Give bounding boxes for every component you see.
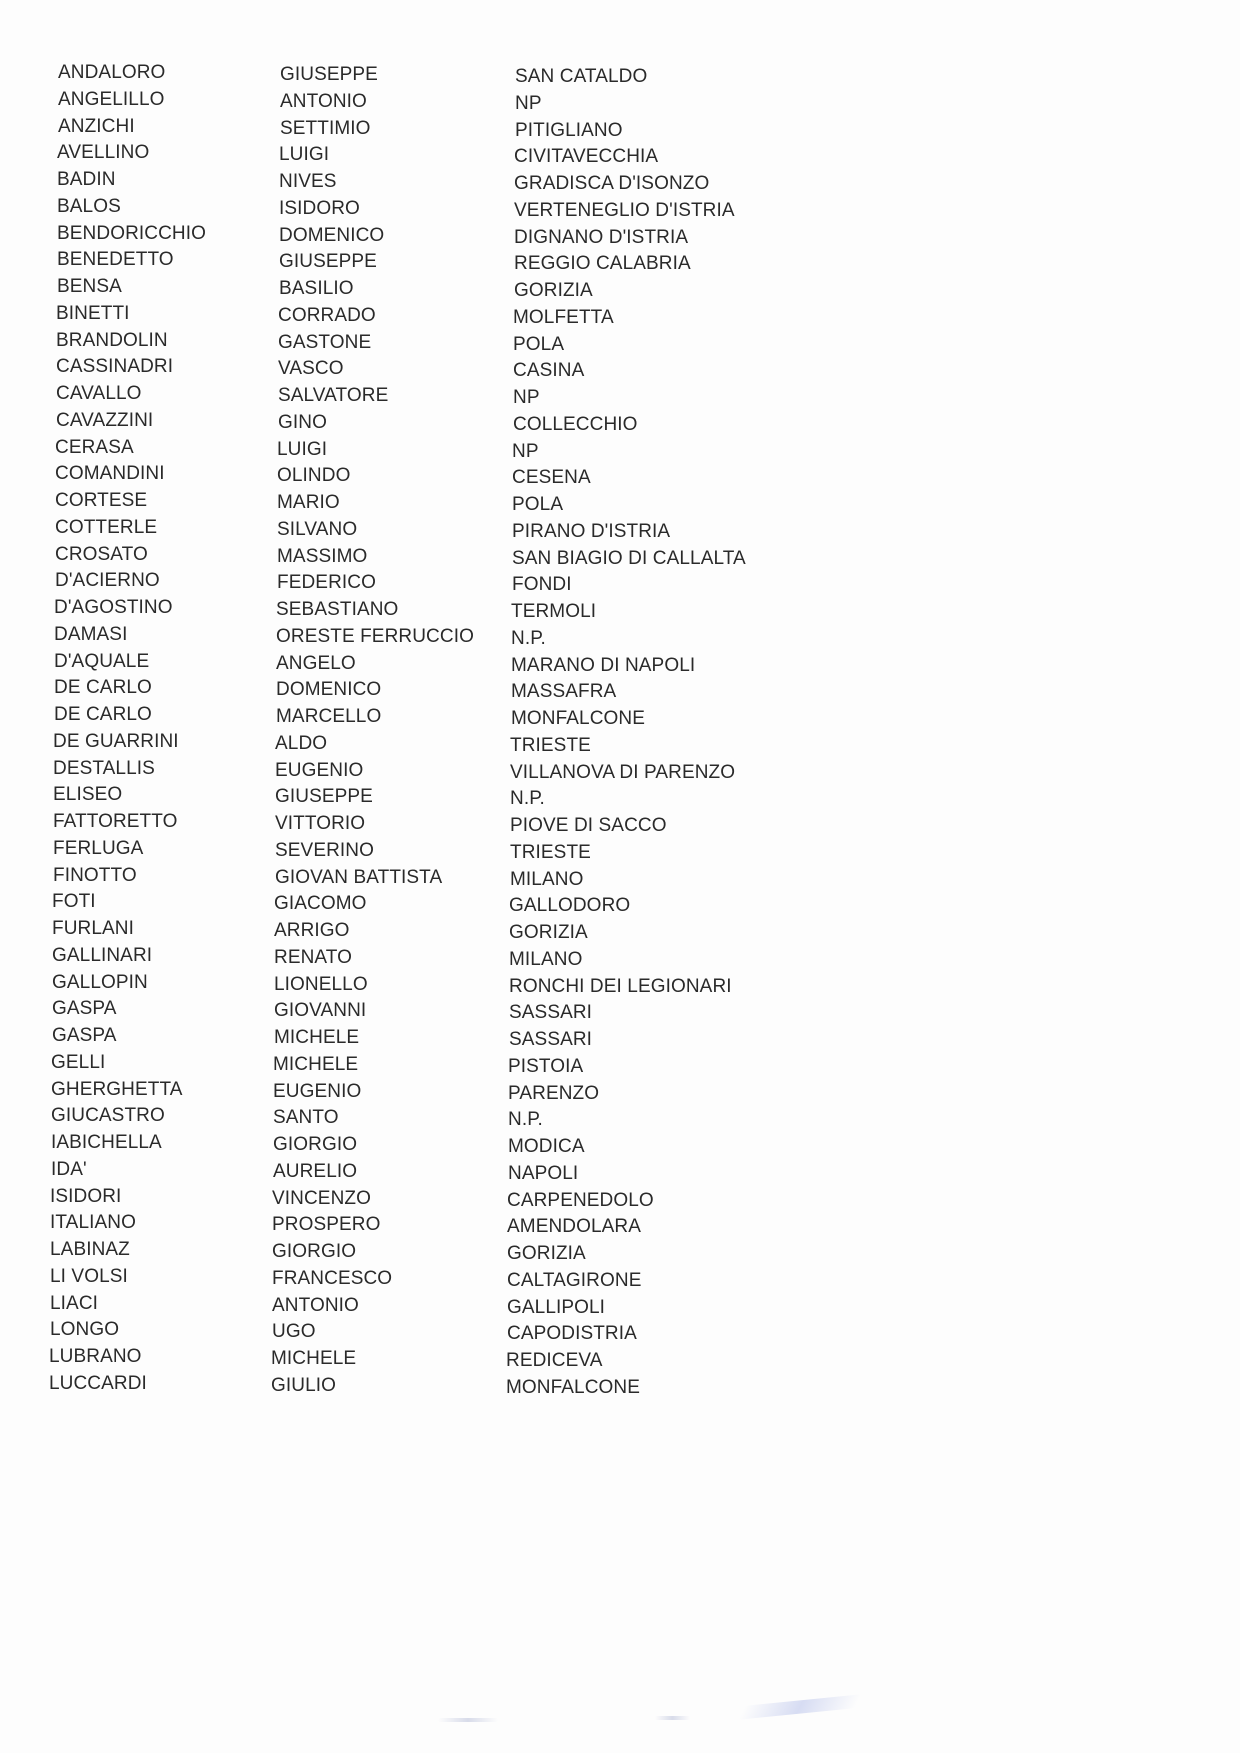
surname-cell: DE CARLO xyxy=(54,704,152,725)
birthplace-cell: CALTAGIRONE xyxy=(507,1270,642,1291)
first-name-cell: ANTONIO xyxy=(272,1295,359,1316)
birthplace-cell: DIGNANO D'ISTRIA xyxy=(514,227,689,248)
first-name-cell: GIUSEPPE xyxy=(279,251,377,272)
list-row xyxy=(56,303,756,333)
list-row xyxy=(50,1212,750,1242)
first-name-cell: GIORGIO xyxy=(273,1134,358,1155)
birthplace-cell: MILANO xyxy=(510,869,584,890)
surname-cell: CERASA xyxy=(55,437,134,458)
birthplace-cell: CARPENEDOLO xyxy=(507,1190,654,1211)
list-row xyxy=(56,356,756,386)
surname-cell: LONGO xyxy=(50,1319,120,1340)
surname-cell: IABICHELLA xyxy=(51,1132,162,1153)
surname-cell: GASPA xyxy=(52,998,117,1019)
surname-cell: BENDORICCHIO xyxy=(57,223,206,244)
surname-cell: GHERGHETTA xyxy=(51,1079,183,1100)
first-name-cell: GINO xyxy=(278,412,327,433)
surname-cell: DAMASI xyxy=(54,624,128,645)
list-row xyxy=(56,383,756,413)
surname-cell: BRANDOLIN xyxy=(56,330,168,351)
surname-cell: BENSA xyxy=(57,276,122,297)
surname-cell: FATTORETTO xyxy=(53,811,178,832)
list-row xyxy=(57,249,757,279)
birthplace-cell: POLA xyxy=(512,494,564,515)
first-name-cell: PROSPERO xyxy=(272,1214,381,1235)
scan-mark xyxy=(739,1694,862,1719)
list-row xyxy=(55,463,755,493)
surname-cell: COTTERLE xyxy=(55,517,158,538)
first-name-cell: EUGENIO xyxy=(273,1081,362,1102)
list-row xyxy=(52,891,752,921)
birthplace-cell: FONDI xyxy=(512,574,572,595)
list-row xyxy=(57,276,757,306)
first-name-cell: LUIGI xyxy=(277,439,328,460)
scan-mark xyxy=(655,1716,690,1720)
first-name-cell: SEVERINO xyxy=(275,840,374,861)
list-row xyxy=(54,704,754,734)
birthplace-cell: MOLFETTA xyxy=(513,307,614,328)
birthplace-cell: TRIESTE xyxy=(510,735,591,756)
birthplace-cell: GORIZIA xyxy=(514,280,593,301)
birthplace-cell: PIOVE DI SACCO xyxy=(510,815,667,836)
first-name-cell: GIORGIO xyxy=(272,1241,357,1262)
first-name-cell: MICHELE xyxy=(273,1054,359,1075)
surname-cell: AVELLINO xyxy=(57,142,150,163)
surname-cell: D'AQUALE xyxy=(54,651,150,672)
first-name-cell: DOMENICO xyxy=(276,679,382,700)
surname-cell: DESTALLIS xyxy=(53,758,155,779)
birthplace-cell: SAN CATALDO xyxy=(515,66,648,87)
surname-cell: LUCCARDI xyxy=(49,1373,147,1394)
birthplace-cell: CIVITAVECCHIA xyxy=(514,146,659,167)
surname-cell: D'AGOSTINO xyxy=(54,597,173,618)
surname-cell: FURLANI xyxy=(52,918,134,939)
birthplace-cell: MILANO xyxy=(509,949,583,970)
first-name-cell: GIACOMO xyxy=(274,893,367,914)
list-row xyxy=(53,811,753,841)
first-name-cell: GIOVANNI xyxy=(274,1000,367,1021)
surname-cell: IDA' xyxy=(51,1159,87,1180)
list-row xyxy=(55,517,755,547)
first-name-cell: MICHELE xyxy=(271,1348,357,1369)
birthplace-cell: POLA xyxy=(513,334,565,355)
first-name-cell: SANTO xyxy=(273,1107,339,1128)
surname-cell: CROSATO xyxy=(55,544,148,565)
first-name-cell: VINCENZO xyxy=(272,1188,371,1209)
birthplace-cell: NP xyxy=(515,93,542,114)
list-row xyxy=(50,1266,750,1296)
first-name-cell: VITTORIO xyxy=(275,813,366,834)
birthplace-cell: NP xyxy=(513,387,540,408)
birthplace-cell: GORIZIA xyxy=(507,1243,586,1264)
surname-cell: ISIDORI xyxy=(50,1186,122,1207)
surname-cell: FINOTTO xyxy=(53,865,137,886)
birthplace-cell: N.P. xyxy=(510,788,545,809)
birthplace-cell: NAPOLI xyxy=(508,1163,579,1184)
list-row xyxy=(52,998,752,1028)
birthplace-cell: GALLIPOLI xyxy=(507,1297,606,1318)
first-name-cell: AURELIO xyxy=(273,1161,358,1182)
list-row xyxy=(55,490,755,520)
surname-cell: CORTESE xyxy=(55,490,148,511)
birthplace-cell: GORIZIA xyxy=(509,922,588,943)
list-row xyxy=(52,945,752,975)
first-name-cell: GIULIO xyxy=(271,1375,337,1396)
list-row xyxy=(56,410,756,440)
first-name-cell: MARIO xyxy=(277,492,340,513)
list-row xyxy=(53,731,753,761)
surname-cell: BENEDETTO xyxy=(57,249,174,270)
birthplace-cell: VERTENEGLIO D'ISTRIA xyxy=(514,200,735,221)
birthplace-cell: CAPODISTRIA xyxy=(507,1323,637,1344)
list-row xyxy=(53,838,753,868)
birthplace-cell: AMENDOLARA xyxy=(507,1216,642,1237)
surname-cell: BALOS xyxy=(57,196,121,217)
surname-cell: LIACI xyxy=(50,1293,99,1314)
list-row xyxy=(50,1319,750,1349)
first-name-cell: FRANCESCO xyxy=(272,1268,393,1289)
list-row xyxy=(49,1373,749,1403)
list-row xyxy=(50,1239,750,1269)
first-name-cell: ALDO xyxy=(275,733,328,754)
list-row xyxy=(51,1159,751,1189)
list-row xyxy=(54,597,754,627)
surname-cell: GASPA xyxy=(52,1025,117,1046)
first-name-cell: UGO xyxy=(272,1321,316,1342)
first-name-cell: ANTONIO xyxy=(280,91,367,112)
surname-cell: GALLINARI xyxy=(52,945,153,966)
birthplace-cell: PITIGLIANO xyxy=(515,120,623,141)
first-name-cell: GIUSEPPE xyxy=(280,64,378,85)
surname-cell: COMANDINI xyxy=(55,463,165,484)
first-name-cell: ISIDORO xyxy=(279,198,360,219)
surname-cell: DE GUARRINI xyxy=(53,731,179,752)
birthplace-cell: CASINA xyxy=(513,360,585,381)
scan-mark xyxy=(438,1718,498,1722)
birthplace-cell: MONFALCONE xyxy=(511,708,646,729)
birthplace-cell: N.P. xyxy=(508,1109,543,1130)
first-name-cell: LIONELLO xyxy=(274,974,368,995)
list-row xyxy=(58,89,758,119)
first-name-cell: MICHELE xyxy=(274,1027,360,1048)
birthplace-cell: RONCHI DEI LEGIONARI xyxy=(509,976,732,997)
surname-cell: GELLI xyxy=(51,1052,106,1073)
first-name-cell: SALVATORE xyxy=(278,385,389,406)
list-row xyxy=(49,1346,749,1376)
birthplace-cell: SASSARI xyxy=(509,1002,593,1023)
surname-cell: CASSINADRI xyxy=(56,356,174,377)
first-name-cell: ANGELO xyxy=(276,653,356,674)
list-row xyxy=(52,1025,752,1055)
list-row xyxy=(54,677,754,707)
list-row xyxy=(53,784,753,814)
birthplace-cell: VILLANOVA DI PARENZO xyxy=(510,762,736,783)
first-name-cell: GIUSEPPE xyxy=(275,786,373,807)
list-row xyxy=(54,624,754,654)
first-name-cell: CORRADO xyxy=(278,305,376,326)
list-row xyxy=(57,142,757,172)
surname-cell: ANZICHI xyxy=(58,116,135,137)
surname-cell: ELISEO xyxy=(53,784,123,805)
birthplace-cell: N.P. xyxy=(511,628,546,649)
list-row xyxy=(57,196,757,226)
birthplace-cell: TRIESTE xyxy=(510,842,591,863)
surname-cell: BINETTI xyxy=(56,303,130,324)
surname-cell: CAVAZZINI xyxy=(56,410,154,431)
birthplace-cell: MODICA xyxy=(508,1136,585,1157)
surname-cell: CAVALLO xyxy=(56,383,142,404)
surname-cell: DE CARLO xyxy=(54,677,152,698)
birthplace-cell: GRADISCA D'ISONZO xyxy=(514,173,710,194)
first-name-cell: ORESTE FERRUCCIO xyxy=(276,626,474,647)
surname-cell: ANGELILLO xyxy=(58,89,165,110)
first-name-cell: MASSIMO xyxy=(277,546,368,567)
first-name-cell: SILVANO xyxy=(277,519,358,540)
first-name-cell: DOMENICO xyxy=(279,225,385,246)
birthplace-cell: MONFALCONE xyxy=(506,1377,641,1398)
surname-cell: GIUCASTRO xyxy=(51,1105,165,1126)
first-name-cell: GASTONE xyxy=(278,332,372,353)
birthplace-cell: PARENZO xyxy=(508,1083,600,1104)
first-name-cell: VASCO xyxy=(278,358,344,379)
first-name-cell: GIOVAN BATTISTA xyxy=(275,867,443,888)
first-name-cell: OLINDO xyxy=(277,465,351,486)
birthplace-cell: PISTOIA xyxy=(508,1056,584,1077)
surname-cell: FOTI xyxy=(52,891,96,912)
first-name-cell: LUIGI xyxy=(279,144,330,165)
birthplace-cell: GALLODORO xyxy=(509,895,631,916)
list-row xyxy=(51,1105,751,1135)
birthplace-cell: COLLECCHIO xyxy=(513,414,638,435)
first-name-cell: SETTIMIO xyxy=(280,118,371,139)
first-name-cell: RENATO xyxy=(274,947,353,968)
surname-cell: GALLOPIN xyxy=(52,972,148,993)
list-row xyxy=(51,1052,751,1082)
first-name-cell: MARCELLO xyxy=(276,706,382,727)
surname-cell: LUBRANO xyxy=(49,1346,142,1367)
first-name-cell: NIVES xyxy=(279,171,337,192)
first-name-cell: FEDERICO xyxy=(277,572,376,593)
surname-cell: LABINAZ xyxy=(50,1239,130,1260)
surname-cell: ANDALORO xyxy=(58,62,166,83)
list-row xyxy=(58,62,758,92)
first-name-cell: ARRIGO xyxy=(274,920,350,941)
birthplace-cell: TERMOLI xyxy=(511,601,597,622)
birthplace-cell: NP xyxy=(512,441,539,462)
birthplace-cell: CESENA xyxy=(512,467,591,488)
surname-cell: BADIN xyxy=(57,169,116,190)
birthplace-cell: REDICEVA xyxy=(506,1350,603,1371)
list-row xyxy=(55,570,755,600)
birthplace-cell: REGGIO CALABRIA xyxy=(514,253,691,274)
surname-cell: FERLUGA xyxy=(53,838,144,859)
surname-cell: D'ACIERNO xyxy=(55,570,160,591)
first-name-cell: EUGENIO xyxy=(275,760,364,781)
birthplace-cell: SASSARI xyxy=(509,1029,593,1050)
birthplace-cell: MARANO DI NAPOLI xyxy=(511,655,696,676)
birthplace-cell: PIRANO D'ISTRIA xyxy=(512,521,671,542)
list-row xyxy=(51,1132,751,1162)
surname-cell: ITALIANO xyxy=(50,1212,136,1233)
first-name-cell: SEBASTIANO xyxy=(276,599,399,620)
first-name-cell: BASILIO xyxy=(279,278,354,299)
birthplace-cell: MASSAFRA xyxy=(511,681,617,702)
surname-cell: LI VOLSI xyxy=(50,1266,128,1287)
list-row xyxy=(52,918,752,948)
birthplace-cell: SAN BIAGIO DI CALLALTA xyxy=(512,548,746,569)
list-row xyxy=(57,169,757,199)
